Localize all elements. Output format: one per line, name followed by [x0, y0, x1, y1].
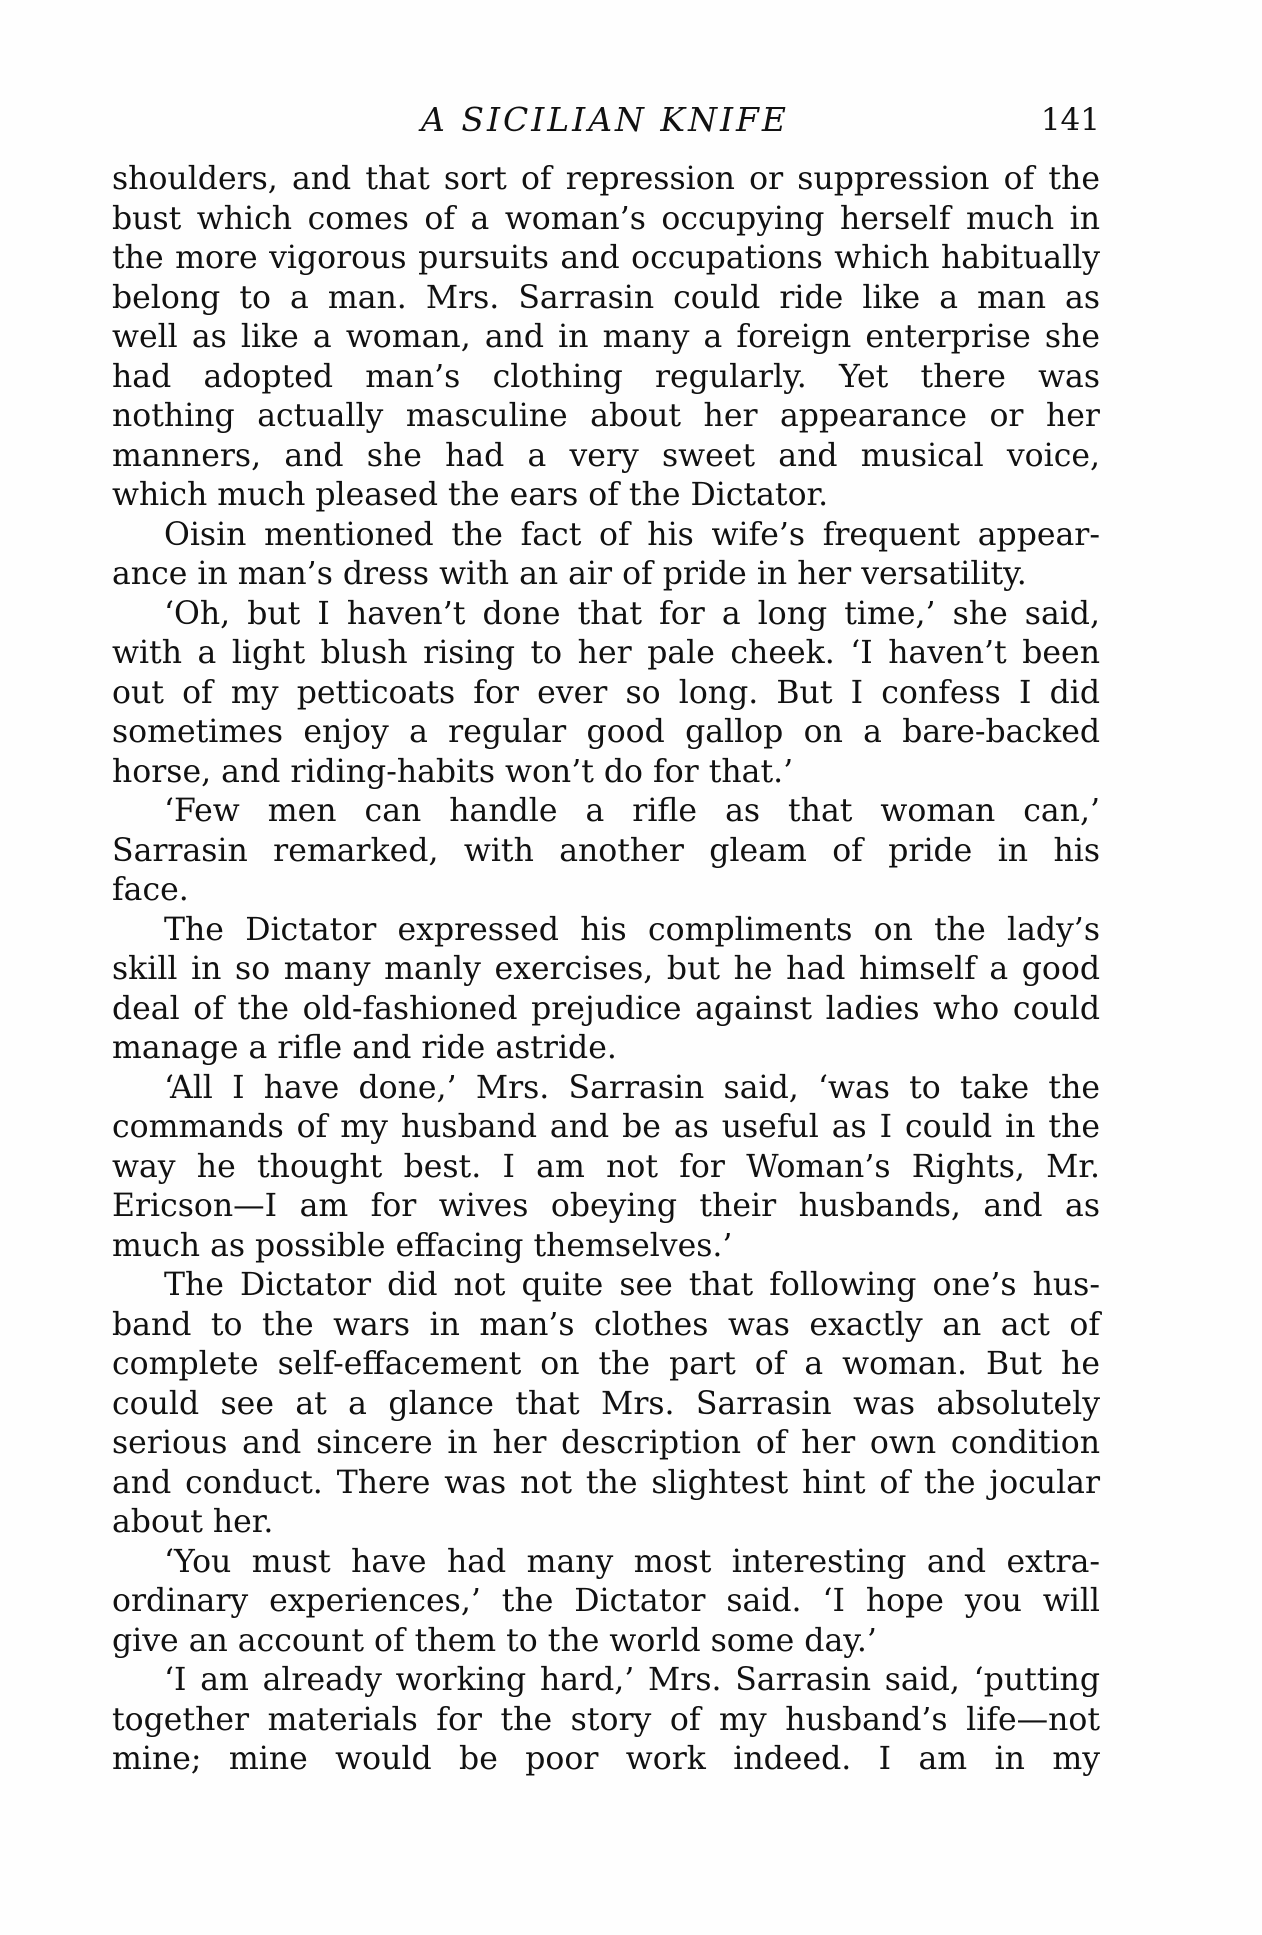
text-line: much as possible effacing themselves.’ [112, 1227, 733, 1264]
text-line: bust which comes of a woman’s occupying herself much in [112, 200, 1100, 237]
text-line: together materials for the story of my husband’s life—not [112, 1701, 1100, 1738]
text-line: ‘Few men can handle a rifle as that woman can,’ [164, 793, 1100, 829]
text-line: Sarrasin remarked, with another gleam of pride in his [112, 832, 1100, 869]
text-line: with a light blush rising to her pale cheek. ‘I haven’t been [112, 635, 1100, 671]
text-line: could see at a glance that Mrs. Sarrasin was absolutely [112, 1385, 1100, 1422]
text-line: the more vigorous pursuits and occupations which habitually [112, 240, 1100, 276]
text-line: complete self-effacement on the part of a woman. But he [112, 1346, 1100, 1382]
text-line: manners, and she had a very sweet and musical voice, [112, 437, 1100, 474]
text-line: band to the wars in man’s clothes was exactly an act of [112, 1306, 1100, 1343]
text-line: way he thought best. I am not for Woman’s Rights, Mr. [112, 1148, 1100, 1185]
text-line: serious and sincere in her description of her own condition [112, 1425, 1100, 1461]
text-line: skill in so many manly exercises, but he had himself a good [112, 951, 1100, 987]
text-line: ‘You must have had many most interesting and extra- [164, 1543, 1100, 1580]
text-line: which much pleased the ears of the Dictator. [112, 477, 829, 513]
text-line: face. [112, 872, 189, 908]
text-line: well as like a woman, and in many a foreign enterprise she [112, 319, 1100, 355]
text-line: nothing actually masculine about her appearance or her [112, 398, 1100, 434]
text-line: manage a rifle and ride astride. [112, 1030, 617, 1066]
text-line: ordinary experiences,’ the Dictator said. ‘I hope you will [112, 1583, 1100, 1619]
text-line: ‘I am already working hard,’ Mrs. Sarrasin said, ‘putting [164, 1662, 1100, 1698]
text-line: out of my petticoats for ever so long. But I confess I did [112, 674, 1100, 711]
text-line: shoulders, and that sort of repression or suppression of the [112, 161, 1100, 197]
text-line: ‘All I have done,’ Mrs. Sarrasin said, ‘was to take the [164, 1069, 1100, 1106]
body-text [112, 160, 1100, 1780]
text-line: about her. [112, 1504, 274, 1540]
page-number: 141 [1040, 102, 1100, 138]
running-title: A SICILIAN KNIFE [421, 100, 789, 139]
text-line: and conduct. There was not the slightest hint of the jocular [112, 1464, 1100, 1501]
text-line: ance in man’s dress with an air of pride in her versatility. [112, 556, 1027, 592]
text-line: Oisin mentioned the fact of his wife’s frequent appear- [164, 516, 1100, 553]
text-line: commands of my husband and be as useful as I could in the [112, 1109, 1100, 1145]
running-head [110, 98, 1100, 142]
text-line: deal of the old-fashioned prejudice against ladies who could [112, 990, 1100, 1027]
text-line: horse, and riding-habits won’t do for that.’ [112, 753, 794, 790]
text-line: ‘Oh, but I haven’t done that for a long time,’ she said, [164, 595, 1100, 632]
text-line: belong to a man. Mrs. Sarrasin could ride like a man as [112, 279, 1100, 316]
text-line: mine; mine would be poor work indeed. I am in my [112, 1741, 1100, 1777]
text-line: The Dictator did not quite see that following one’s hus- [164, 1267, 1100, 1303]
text-line: Ericson—I am for wives obeying their husbands, and as [112, 1188, 1100, 1224]
text-line: sometimes enjoy a regular good gallop on a bare-backed [112, 714, 1100, 750]
text-line: had adopted man’s clothing regularly. Yet there was [112, 358, 1100, 395]
text-line: give an account of them to the world some day.’ [112, 1622, 877, 1659]
text-line: The Dictator expressed his compliments on the lady’s [164, 911, 1100, 948]
